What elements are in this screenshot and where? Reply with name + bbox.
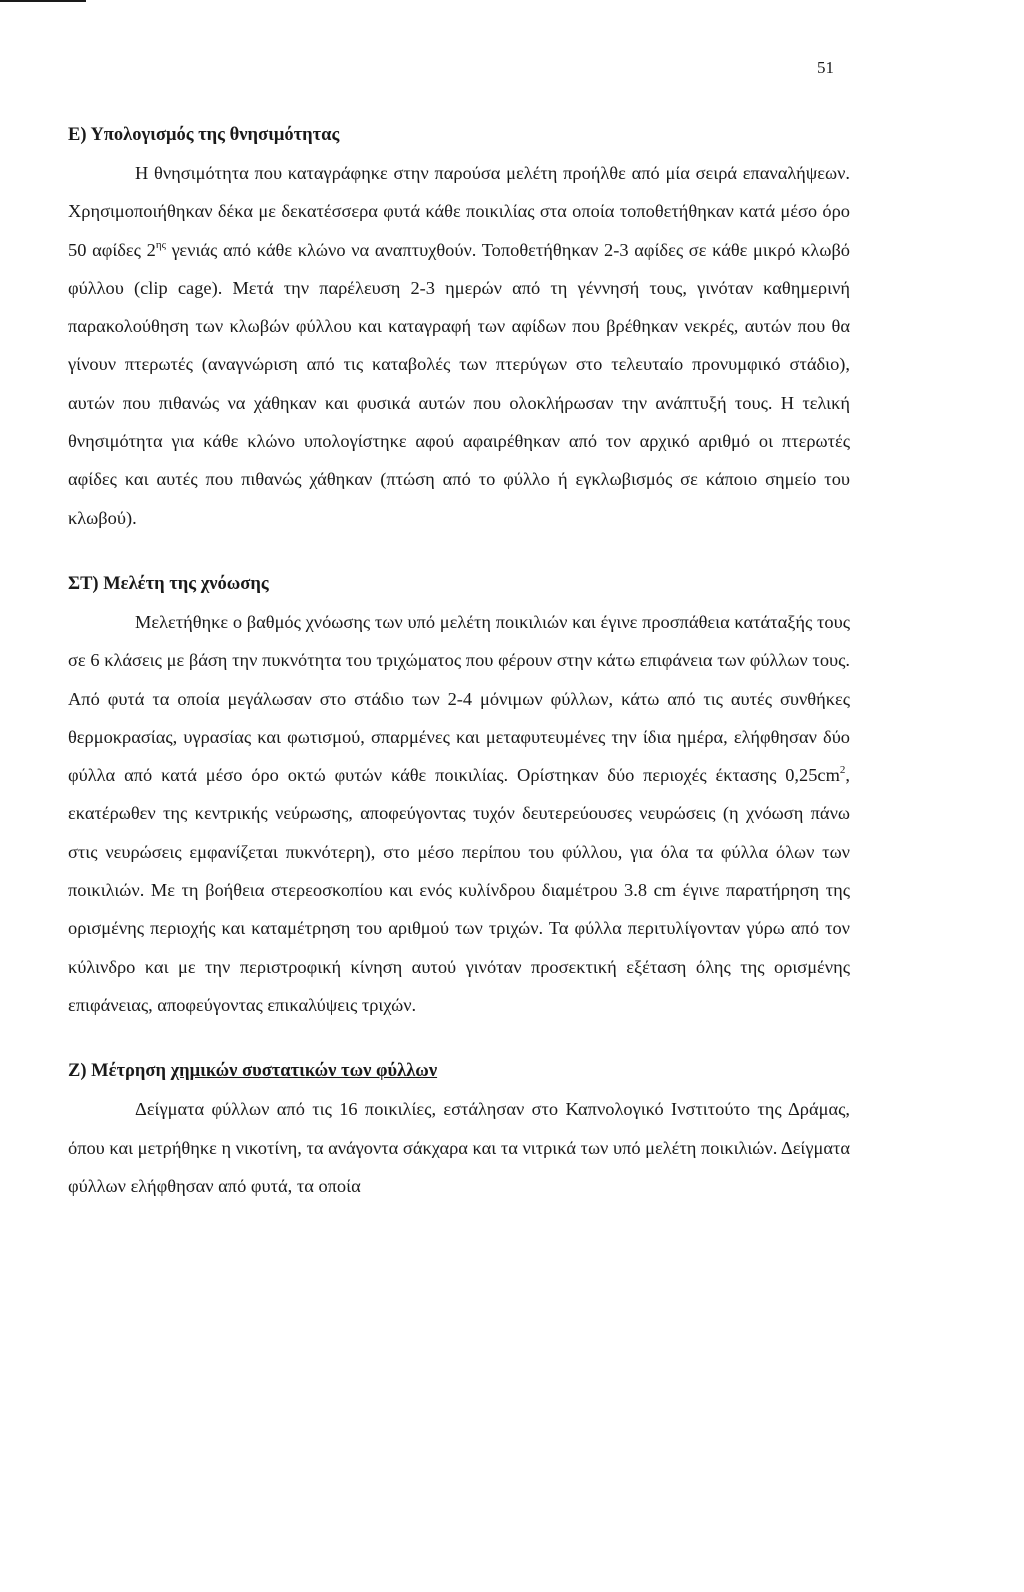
heading-plain: Ζ) Μέτρηση: [68, 1061, 171, 1082]
section-mortality: [68, 122, 850, 537]
section-heading: [68, 1058, 850, 1084]
top-rule: [0, 0, 86, 2]
document-body: [68, 122, 850, 1205]
paragraph-text: Η θνησιμότητα που καταγράφηκε στην παρούσα μελέτη προήλθε από μία σειρά επαναλήψεων. Χρησιμοποιήθηκαν δέκα με δεκατέσσερα φυτά κάθε ποικιλίας στα οποία τοποθετήθηκαν κατά μέσο όρο 50 αφίδες 2: [68, 163, 850, 260]
section-heading: ΣΤ) Μελέτη της χνόωσης: [68, 573, 269, 594]
section-pubescence: [68, 571, 850, 1024]
superscript: ης: [155, 238, 166, 251]
section-paragraph: [68, 603, 850, 1024]
paragraph-text: γενιάς από κάθε κλώνο να αναπτυχθούν. Τοποθετήθηκαν 2-3 αφίδες σε κάθε μικρό κλωβό φύλλου (clip cage). Μετά την παρέλευση 2-3 ημερών από τη γέννησή τους, γινόταν καθημερινή παρακολούθηση των κλωβών φύλλου και καταγραφή των αφίδων που βρέθηκαν νεκρές, αυτών που θα γίνουν πτερωτές (αναγνώριση από τις καταβολές των πτερύγων στο τελευταίο προνυμφικό στάδιο), αυτών που πιθανώς να χάθηκαν και φυσικά αυτών που ολοκλήρωσαν την ανάπτυξή τους. Η τελική θνησιμότητα για κάθε κλώνο υπολογίστηκε αφού αφαιρέθηκαν από τον αρχικό αριθμό οι πτερωτές αφίδες και αυτές που πιθανώς χάθηκαν (πτώση από το φύλλο ή εγκλωβισμός σε κάποιο σημείο του κλωβού).: [68, 239, 850, 528]
heading-underlined: χημικών συστατικών των φύλλων: [170, 1061, 438, 1082]
section-heading: Ε) Υπολογισμός της θνησιμότητας: [68, 125, 340, 145]
section-paragraph: [68, 154, 850, 537]
paragraph-text: Δείγματα φύλλων από τις 16 ποικιλίες, εστάλησαν στο Καπνολογικό Ινστιτούτο της Δράμας, όπου και μετρήθηκε η νικοτίνη, τα ανάγοντα σάκχαρα και τα νιτρικά των υπό μελέτη ποικιλιών. Δείγματα φύλλων ελήφθησαν από φυτά, τα οποία: [68, 1099, 851, 1196]
superscript: 2: [839, 764, 846, 777]
section-paragraph: [68, 1090, 850, 1205]
paragraph-text: , εκατέρωθεν της κεντρικής νεύρωσης, αποφεύγοντας τυχόν δευτερεύουσες νευρώσεις (η χνόωση πάνω στις νευρώσεις εμφανίζεται πυκνότερη), στο μέσο περίπου του φύλλου, για όλα τα φύλλα όλων των ποικιλιών. Με τη βοήθεια στερεοσκοπίου και ενός κυλίνδρου διαμέτρου 3.8 cm έγινε παρατήρηση της ορισμένης περιοχής και καταμέτρηση του αριθμού των τριχών. Τα φύλλα περιτυλίγονταν γύρω από τον κύλινδρο και με την περιστροφική κίνηση αυτού γινόταν προσεκτική εξέταση όλης της ορισμένης επιφάνειας, αποφεύγοντας επικαλύψεις τριχών.: [68, 765, 850, 1015]
page-number: 51: [817, 58, 834, 77]
section-chemical-components: [68, 1058, 850, 1205]
paragraph-text: Μελετήθηκε ο βαθμός χνόωσης των υπό μελέτη ποικιλιών και έγινε προσπάθεια κατάταξής τους σε 6 κλάσεις με βάση την πυκνότητα του τριχώματος που φέρουν στην κάτω επιφάνεια των φύλλων τους. Από φυτά τα οποία μεγάλωσαν στο στάδιο των 2-4 μόνιμων φύλλων, κάτω από τις αυτές συνθήκες θερμοκρασίας, υγρασίας και φωτισμού, σπαρμένες και μεταφυτευμένες την ίδια ημέρα, ελήφθησαν δύο φύλλα από κατά μέσο όρο οκτώ φυτών κάθε ποικιλίας. Ορίστηκαν δύο περιοχές έκτασης 0,25cm: [68, 611, 850, 786]
